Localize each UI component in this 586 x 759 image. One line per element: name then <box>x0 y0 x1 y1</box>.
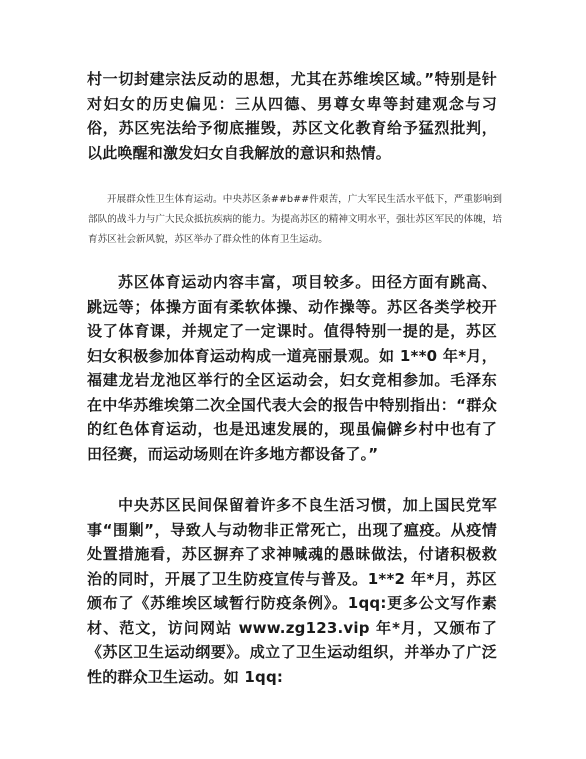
body-paragraph-1: 村一切封建宗法反动的思想，尤其在苏维埃区域。”特别是针对妇女的历史偏见：三从四德、男尊女卑等封建观念与习俗，苏区宪法给予彻底摧毁，苏区文化教育给予猛烈批判，以此唤醒和激发妇女自我解放的意识和热情。 <box>87 70 497 162</box>
body-paragraph-3: 苏区体育运动内容丰富，项目较多。田径方面有跳高、跳远等；体操方面有柔软体操、动作操等。苏区各类学校开设了体育课，并规定了一定课时。值得特别一提的是，苏区妇女积极参加体育运动构成一道亮丽景观。如 1**0 年*月，福建龙岩龙池区举行的全区运动会，妇女竞相参加。毛泽东在中华苏维埃第二次全国代表大会的报告中特别指出：“群众的红色体育运动，也是迅速发展的，现虽偏僻乡村中也有了田径赛，而运动场则在许多地方都设备了。” <box>87 273 497 463</box>
section-intro-paragraph: 开展群众性卫生体育运动。中央苏区条##b##件艰苦，广大军民生活水平低下，严重影响到部队的战斗力与广大民众抵抗疾病的能力。为提高苏区的精神文明水平，强壮苏区军民的体魄，培育苏区社会新风貌，苏区举办了群众性的体育卫生运动。 <box>88 194 502 245</box>
body-paragraph-4: 中央苏区民间保留着许多不良生活习惯，加上国民党军事“围剿”，导致人与动物非正常死亡，出现了瘟疫。从疫情处置措施看，苏区摒弃了求神喊魂的愚昧做法，付诸积极救治的同时，开展了卫生防疫宣传与普及。1**2 年*月，苏区颁布了《苏维埃区域暂行防疫条例》。1qq:更多公文写作素材、范文，访问网站 www.zg123.vip 年*月，又颁布了《苏区卫生运动纲要》。成立了卫生运动组织，并举办了广泛性的群众卫生运动。如 1qq: <box>87 496 497 686</box>
